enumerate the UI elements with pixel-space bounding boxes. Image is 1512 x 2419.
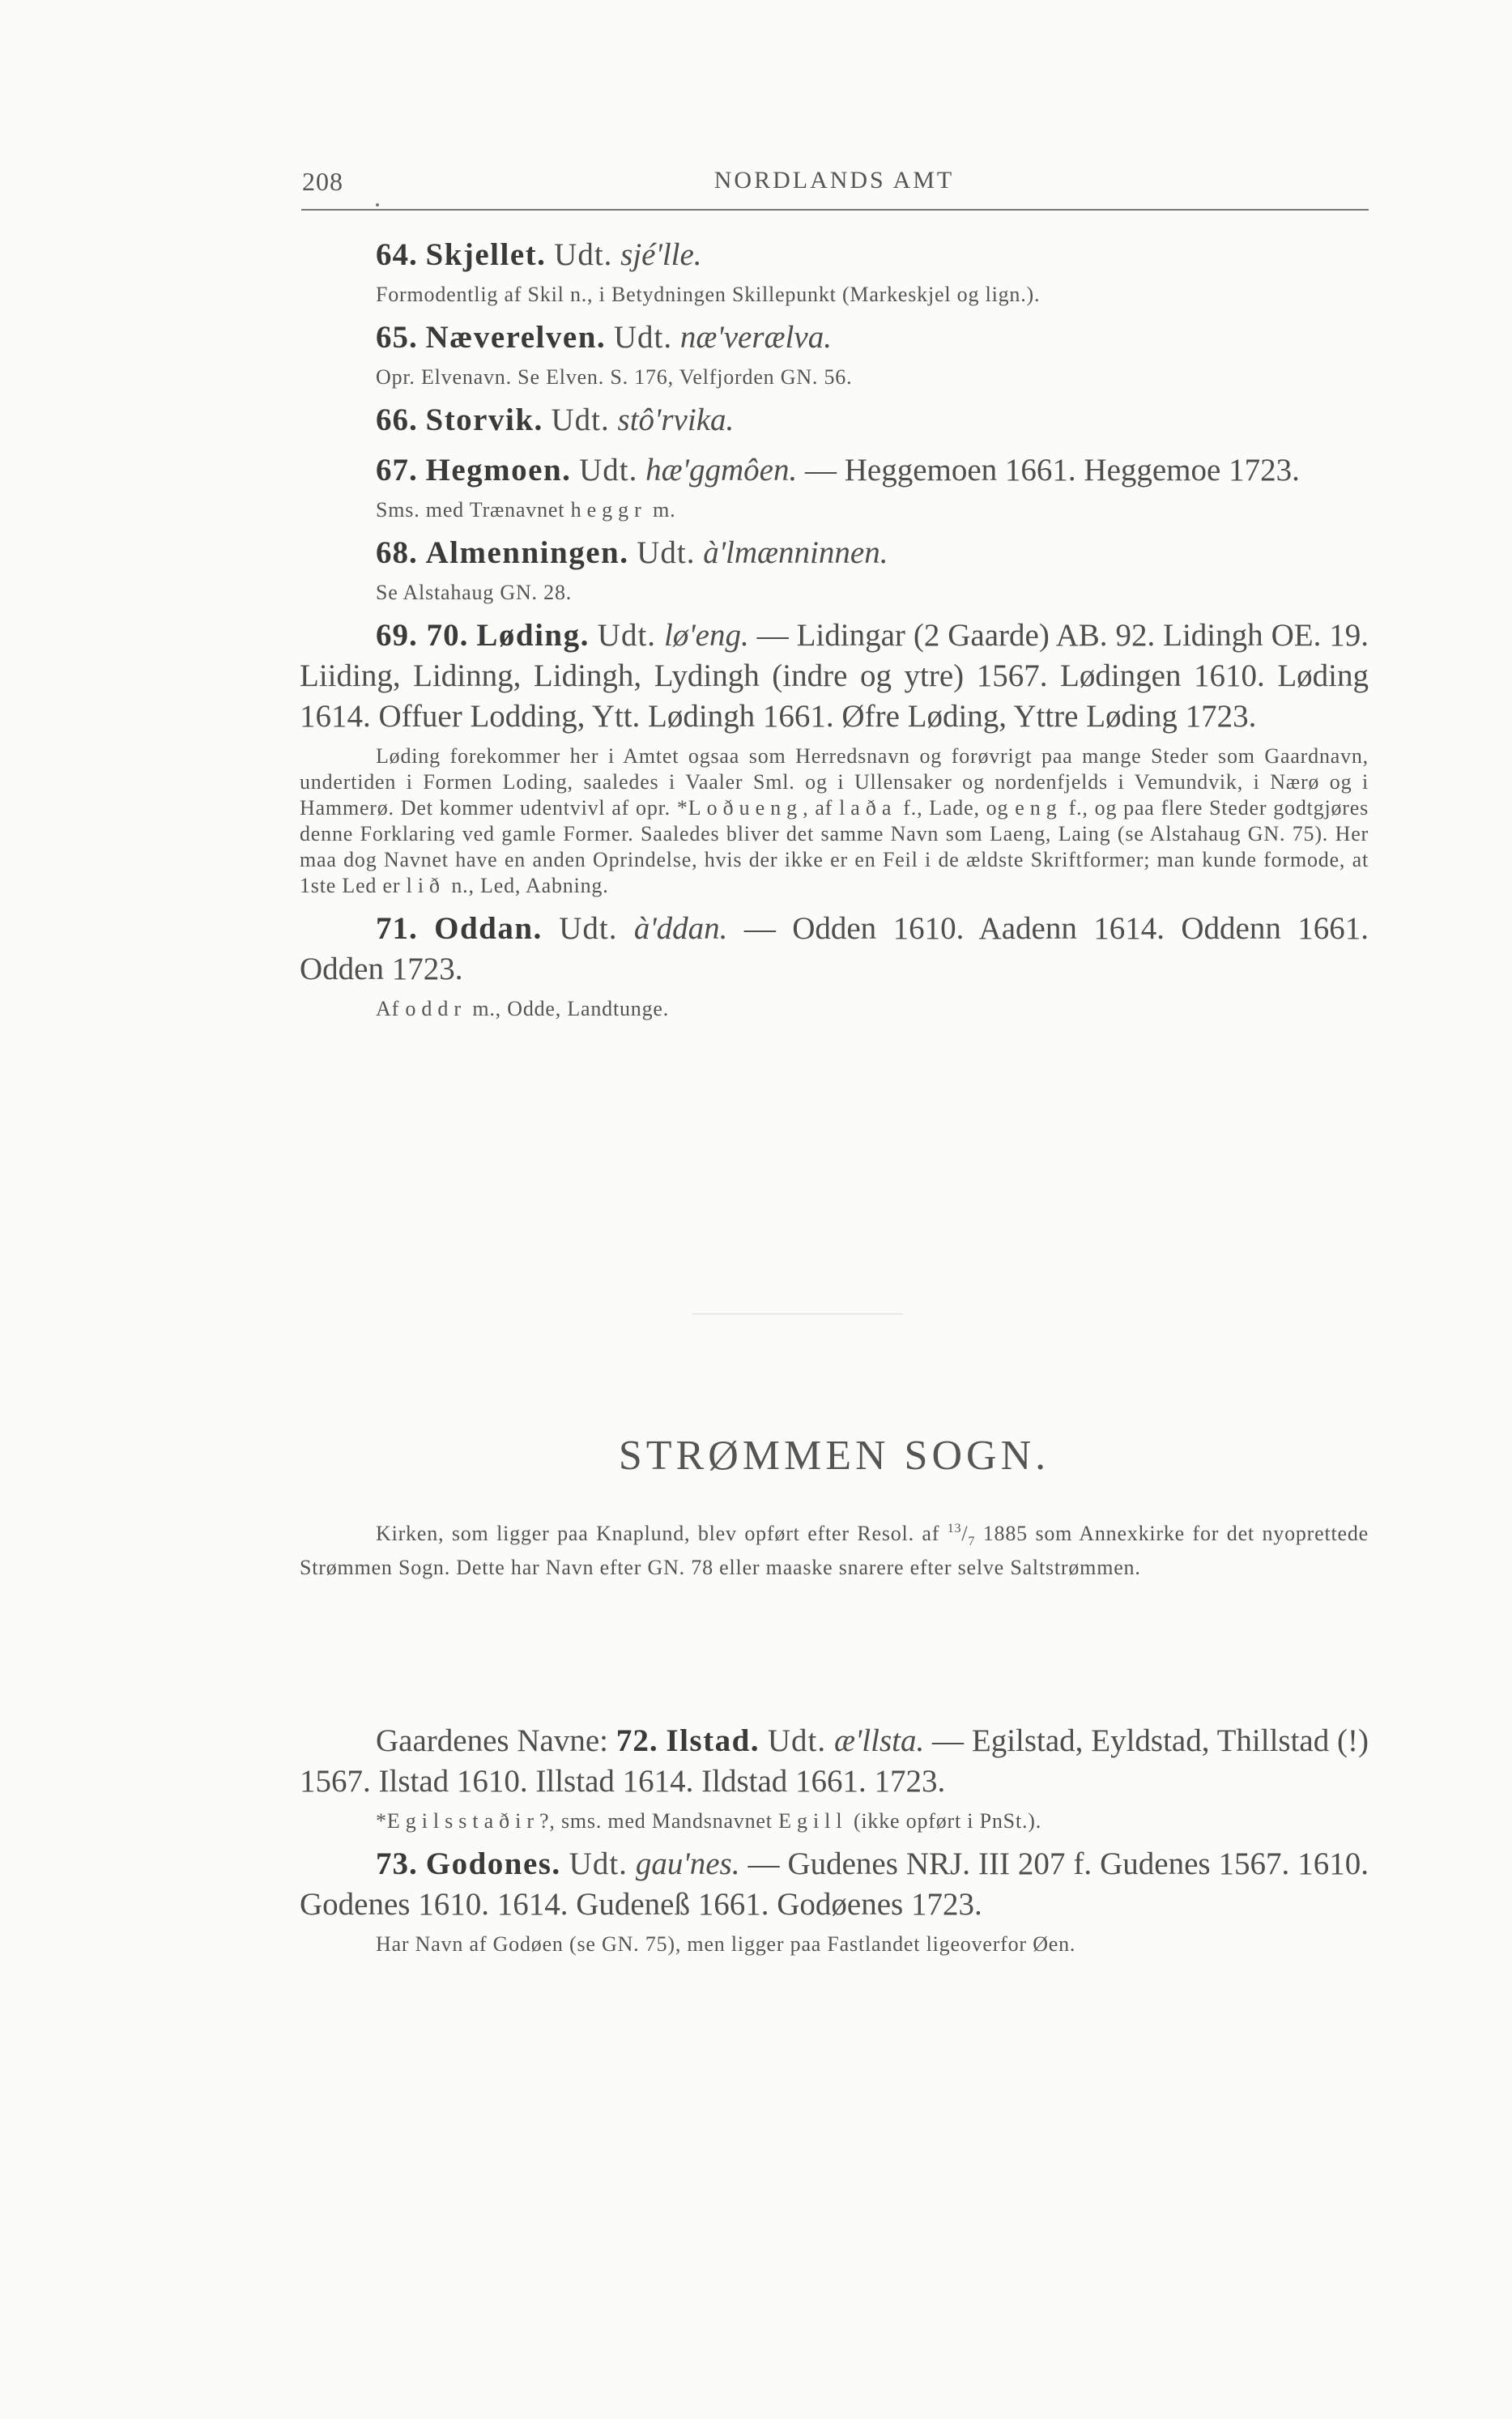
page-header [300,160,1369,201]
entry-67: 67. Hegmoen. Udt. hæ'ggmôen. — Heggemoen 1661. Heggemoe 1723. [376,453,1300,488]
header-rule [301,209,1369,211]
entry-68: 68. Almenningen. Udt. à'lmænninnen. [376,535,888,570]
entry-67-note: Sms. med Trænavnet heggr m. [376,498,676,522]
entry-73-note: Har Navn af Godøen (se GN. 75), men ligger paa Fastlandet ligeoverfor Øen. [376,1932,1076,1956]
entry-69-70: 69. 70. Løding. Udt. lø'eng. — Lidingar (2 Gaarde) AB. 92. Lidingh OE. 19. Liiding, Lidinng, Lidingh, Lydingh (indre og ytre) 1567. Lødingen 1610. Løding 1614. Offuer Lodding, Ytt. Lødingh 1661. Øfre Løding, Yttre Løding 1723. [300,618,1369,734]
farm-entries-block [300,1721,1369,1957]
entry-68-note: Se Alstahaug GN. 28. [376,581,573,604]
entry-66: 66. Storvik. Udt. stô'rvika. [376,402,735,437]
church-note: Kirken, som ligger paa Knaplund, blev opført efter Resol. af $^{13}/_7$ 1885 som Annexkirke for det nyoprettede Strømmen Sogn. Dette har Navn efter GN. 78 eller maaske snarere efter selve Saltstrømmen. [300,1522,1369,1579]
entry-71: 71. Oddan. Udt. à'ddan. — Odden 1610. Aadenn 1614. Oddenn 1661. Odden 1723. [300,911,1369,986]
entry-64: 64. Skjellet. Udt. sjé'lle. [376,237,702,272]
entry-65-note: Opr. Elvenavn. Se Elven. S. 176, Velfjorden GN. 56. [376,365,853,389]
entry-65: 65. Næverelven. Udt. næ'verælva. [376,320,832,355]
header-dot [376,203,379,207]
entries-block [300,235,1369,1022]
entry-71-note: Af oddr m., Odde, Landtunge. [376,997,670,1020]
running-title: NORDLANDS AMT [713,167,955,194]
entry-73: 73. Godones. Udt. gau'nes. — Gudenes NRJ. III 207 f. Gudenes 1567. 1610. Godenes 1610. 1614. Gudeneß 1661. Godøenes 1723. [300,1846,1369,1922]
page-number: 208 [302,167,343,196]
entry-72-note: *Egilsstaðir?, sms. med Mandsnavnet Egill (ikke opført i PnSt.). [376,1809,1042,1833]
church-note-block [300,1516,1369,1581]
entry-64-note: Formodentlig af Skil n., i Betydningen Skillepunkt (Markeskjel og lign.). [376,283,1041,306]
entry-69-70-note: Løding forekommer her i Amtet ogsaa som Herredsnavn og forøvrigt paa mange Steder som Gaardnavn, undertiden i Formen Loding, saaledes i Vaaler Sml. og i Ullensaker og nordenfjelds i Vemundvik, i Nærø og i Hammerø. Det kommer udentvivl af opr. *Loðueng, af laða f., Lade, og eng f., og paa flere Steder godtgjøres denne Forklaring ved gamle Former. Saaledes bliver det samme Navn som Laeng, Laing (se Alstahaug GN. 75). Her maa dog Navnet have en anden Oprindelse, hvis der ikke er en Feil i de ældste Skriftformer; man kunde formode, at 1ste Led er lið n., Led, Aabning. [300,744,1369,897]
entry-72: Gaardenes Navne: 72. Ilstad. Udt. æ'llsta. — Egilstad, Eyldstad, Thillstad (!) 1567. Ilstad 1610. Illstad 1614. Ildstad 1661. 1723. [300,1723,1369,1799]
section-heading: STRØMMEN SOGN. [618,1433,1050,1479]
